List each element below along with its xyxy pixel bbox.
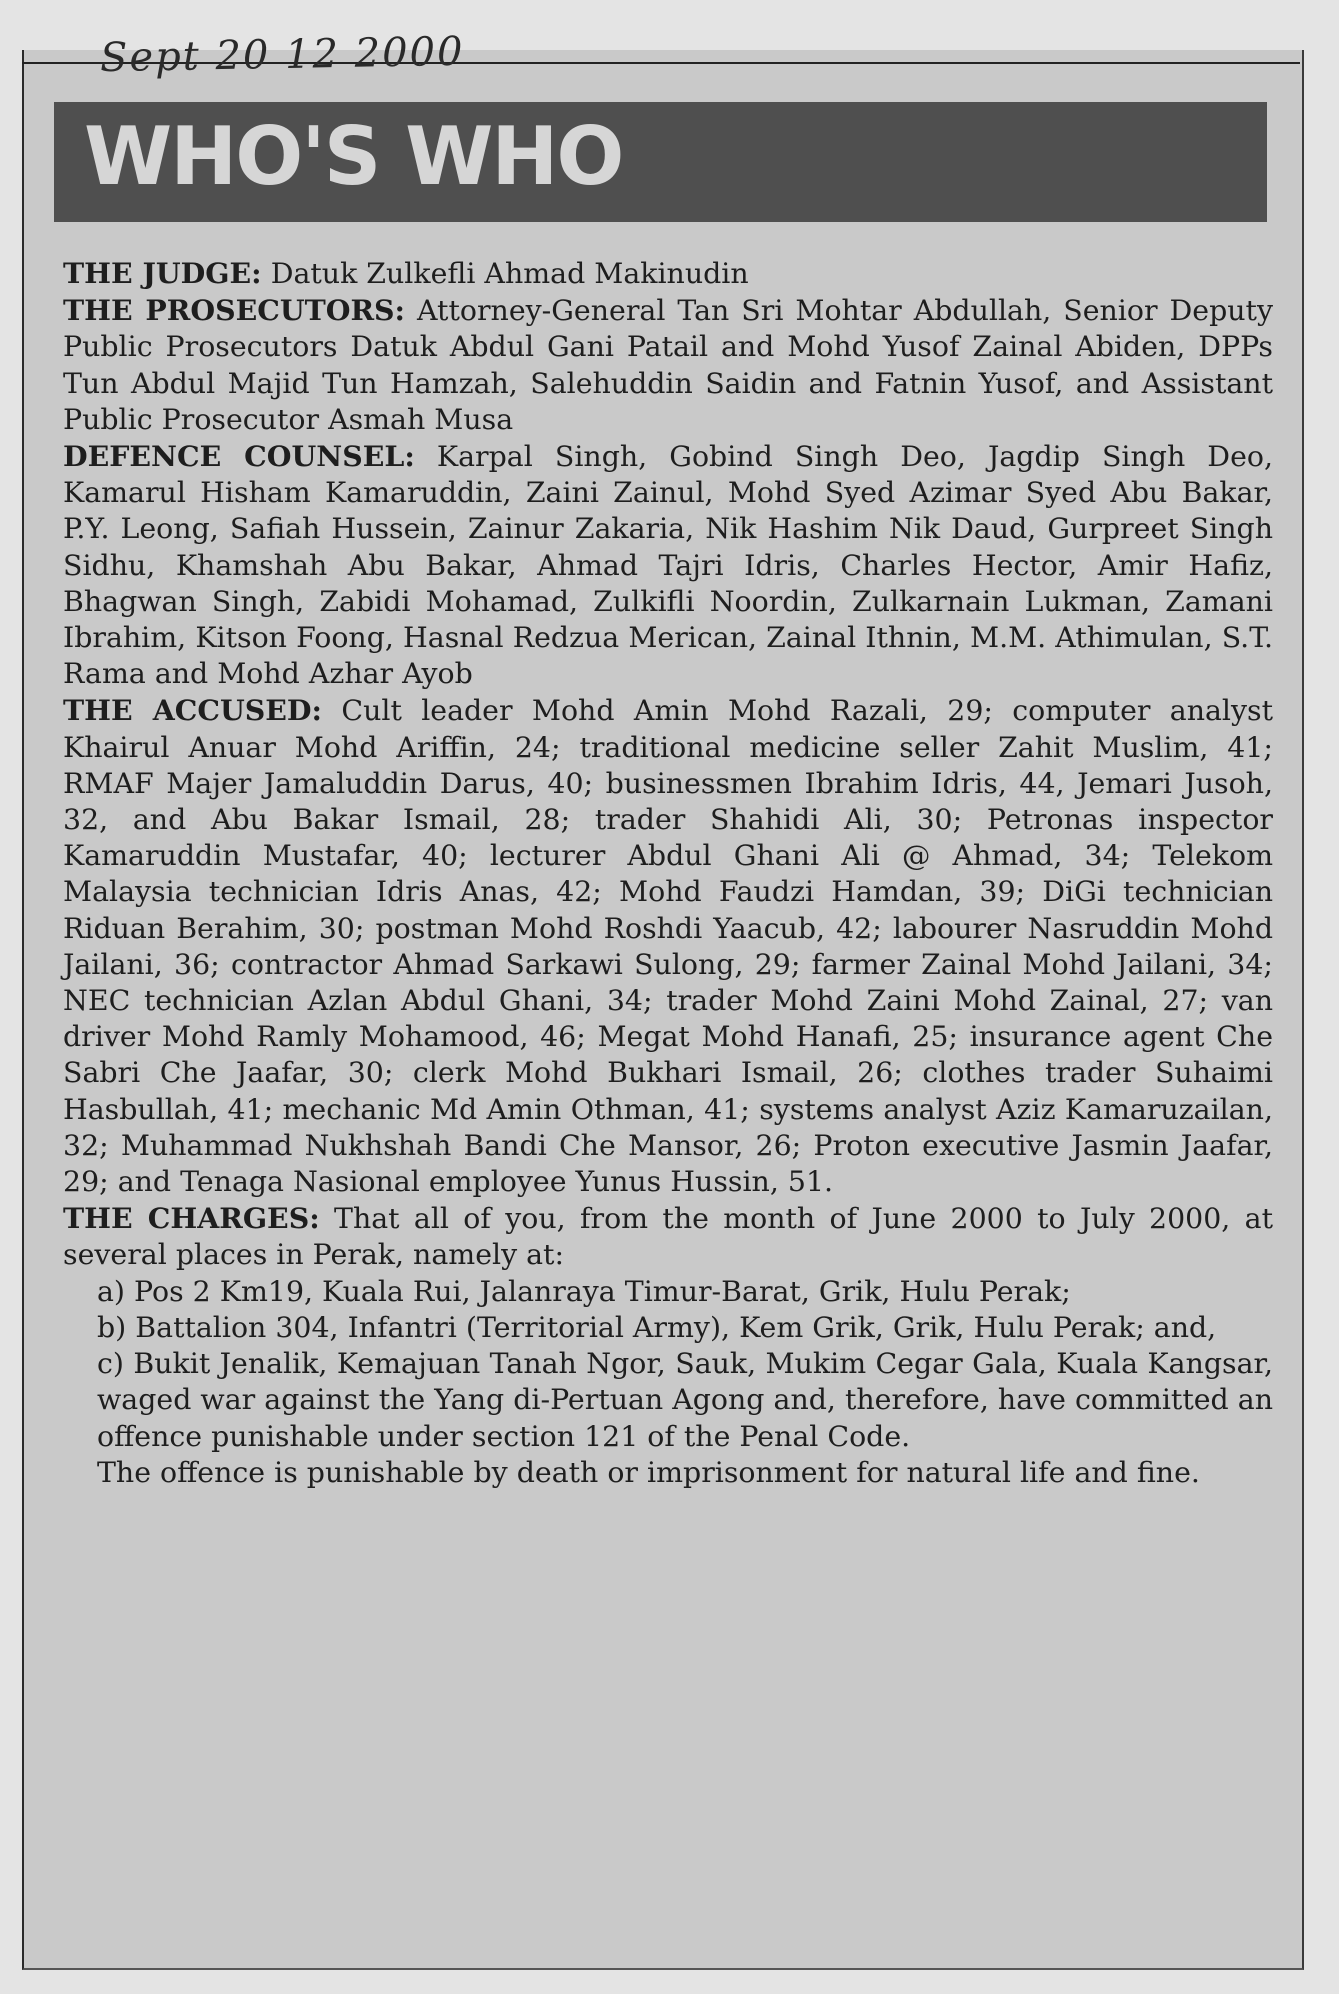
accused-heading: THE ACCUSED: bbox=[63, 693, 323, 728]
prosecutors-paragraph bbox=[63, 292, 1273, 438]
accused-paragraph bbox=[63, 692, 1273, 1200]
page-title: WHO'S WHO bbox=[84, 110, 623, 203]
judge-heading: THE JUDGE: bbox=[63, 256, 262, 290]
judge-text: Datuk Zulkefli Ahmad Makinudin bbox=[270, 257, 749, 290]
article-body bbox=[63, 255, 1273, 1491]
defence-heading: DEFENCE COUNSEL: bbox=[63, 439, 415, 474]
defence-text: Karpal Singh, Gobind Singh Deo, Jagdip Singh Deo, Kamarul Hisham Kamaruddin, Zaini Zainul, Mohd Syed Azimar Syed Abu Bakar, P.Y. Leong, Safiah Hussein, Zainur Zakaria, Nik Hashim Nik Daud, Gurpreet Singh Sidhu, Khamshah Abu Bakar, Ahmad Tajri Idris, Charles Hector, Amir Hafiz, Bhagwan Singh, Zabidi Mohamad, Zulkifli Noordin, Zulkarnain Lukman, Zamani Ibrahim, Kitson Foong, Hasnal Redzua Merican, Zainal Ithnin, M.M. Athimulan, S.T. Rama and Mohd Azhar Ayob bbox=[63, 440, 1273, 691]
prosecutors-text: Attorney-General Tan Sri Mohtar Abdullah, Senior Deputy Public Prosecutors Datuk Abdul Gani Patail and Mohd Yusof Zainal Abiden, DPPs Tun Abdul Majid Tun Hamzah, Salehuddin Saidin and Fatnin Yusof, and Assistant Public Prosecutor Asmah Musa bbox=[63, 294, 1273, 436]
title-banner bbox=[54, 102, 1267, 222]
accused-text: Cult leader Mohd Amin Mohd Razali, 29; computer analyst Khairul Anuar Mohd Ariffin, 24; traditional medicine seller Zahit Muslim, 41; RMAF Majer Jamaluddin Darus, 40; businessmen Ibrahim Idris, 44, Jemari Jusoh, 32, and Abu Bakar Ismail, 28; trader Shahidi Ali, 30; Petronas inspector Kamaruddin Mustafar, 40; lecturer Abdul Ghani Ali @ Ahmad, 34; Telekom Malaysia technician Idris Anas, 42; Mohd Faudzi Hamdan, 39; DiGi technician Riduan Berahim, 30; postman Mohd Roshdi Yaacub, 42; labourer Nasruddin Mohd Jailani, 36; contractor Ahmad Sarkawi Sulong, 29; farmer Zainal Mohd Jailani, 34; NEC technician Azlan Abdul Ghani, 34; trader Mohd Zaini Mohd Zainal, 27; van driver Mohd Ramly Mohamood, 46; Megat Mohd Hanafi, 25; insurance agent Che Sabri Che Jaafar, 30; clerk Mohd Bukhari Ismail, 26; clothes trader Suhaimi Hasbullah, 41; mechanic Md Amin Othman, 41; systems analyst Aziz Kamaruzailan, 32; Muhammad Nukhshah Bandi Che Mansor, 26; Proton executive Jasmin Jaafar, 29; and Tenaga Nasional employee Yunus Hussin, 51. bbox=[63, 694, 1274, 1199]
penalty-paragraph: The offence is punishable by death or imprisonment for natural life and fine. bbox=[97, 1455, 1200, 1489]
judge-paragraph bbox=[63, 255, 1273, 292]
prosecutors-heading: THE PROSECUTORS: bbox=[63, 293, 406, 328]
charges-heading: THE CHARGES: bbox=[63, 1201, 320, 1236]
handwritten-date: Sept 20 12 2000 bbox=[99, 28, 465, 82]
charge-item-a: a) Pos 2 Km19, Kuala Rui, Jalanraya Timur-Barat, Grik, Hulu Perak; bbox=[97, 1274, 1071, 1308]
charge-item-b: b) Battalion 304, Infantri (Territorial Army), Kem Grik, Grik, Hulu Perak; and, bbox=[97, 1310, 1217, 1344]
defence-paragraph bbox=[63, 438, 1273, 692]
charges-paragraph bbox=[63, 1200, 1273, 1273]
charges-text: That all of you, from the month of June 2000 to July 2000, at several places in Perak, namely at: bbox=[63, 1202, 1273, 1272]
charge-item-c: c) Bukit Jenalik, Kemajuan Tanah Ngor, Sauk, Mukim Cegar Gala, Kuala Kangsar, waged war against the Yang di-Pertuan Agong and, therefore, have committed an offence punishable under section 121 of the Penal Code. bbox=[97, 1347, 1273, 1453]
